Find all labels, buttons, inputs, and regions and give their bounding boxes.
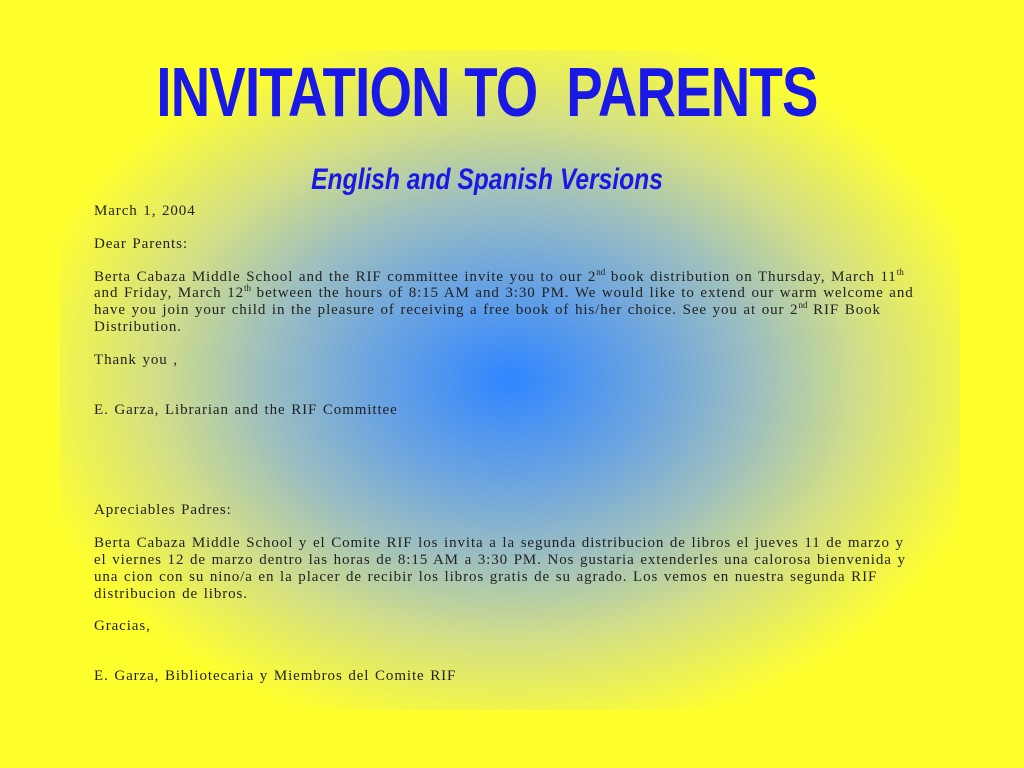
english-paragraph xyxy=(94,266,914,336)
english-closing: Thank you , xyxy=(94,351,178,368)
ordinal-suffix: nd xyxy=(596,266,606,277)
english-greeting: Dear Parents: xyxy=(94,235,188,252)
english-text-part: Berta Cabaza Middle School and the RIF committee invite you to our 2 xyxy=(94,268,597,285)
page-title: INVITATION TO PARENTS xyxy=(156,53,818,131)
spanish-closing: Gracias, xyxy=(94,618,151,635)
english-date: March 1, 2004 xyxy=(94,203,196,219)
english-text-part: between the hours of 8:15 AM and 3:30 PM. We would like to extend our warm welcome and have you join your child in the pleasure of receiving a free book of his/her choice. See you at our 2 xyxy=(94,285,914,319)
english-text-part: book distribution on Thursday, March 11 xyxy=(605,268,897,285)
letter-body xyxy=(94,203,914,685)
ordinal-suffix: th xyxy=(244,283,252,294)
spanish-paragraph: Berta Cabaza Middle School y el Comite RIF los invita a la segunda distribucion de libros el jueves 11 de marzo y el viernes 12 de marzo dentro las horas de 8:15 AM a 3:30 PM. Nos gustaria extenderles una calorosa bienvenida y una cion con su nino/a en la placer de recibir los libros gratis de su agrado. Los vemos en nuestra segunda RIF distribucion de libros. xyxy=(94,535,906,602)
english-text-part: RIF Book Distribution. xyxy=(94,302,881,335)
english-text-part: and Friday, March 12 xyxy=(94,285,244,302)
english-signature: E. Garza, Librarian and the RIF Committee xyxy=(94,401,398,418)
spanish-greeting: Apreciables Padres: xyxy=(94,502,232,519)
spanish-signature: E. Garza, Bibliotecaria y Miembros del Comite RIF xyxy=(94,668,457,685)
page-subtitle: English and Spanish Versions xyxy=(311,163,663,196)
ordinal-suffix: th xyxy=(896,266,904,277)
ordinal-suffix: nd xyxy=(798,300,808,311)
